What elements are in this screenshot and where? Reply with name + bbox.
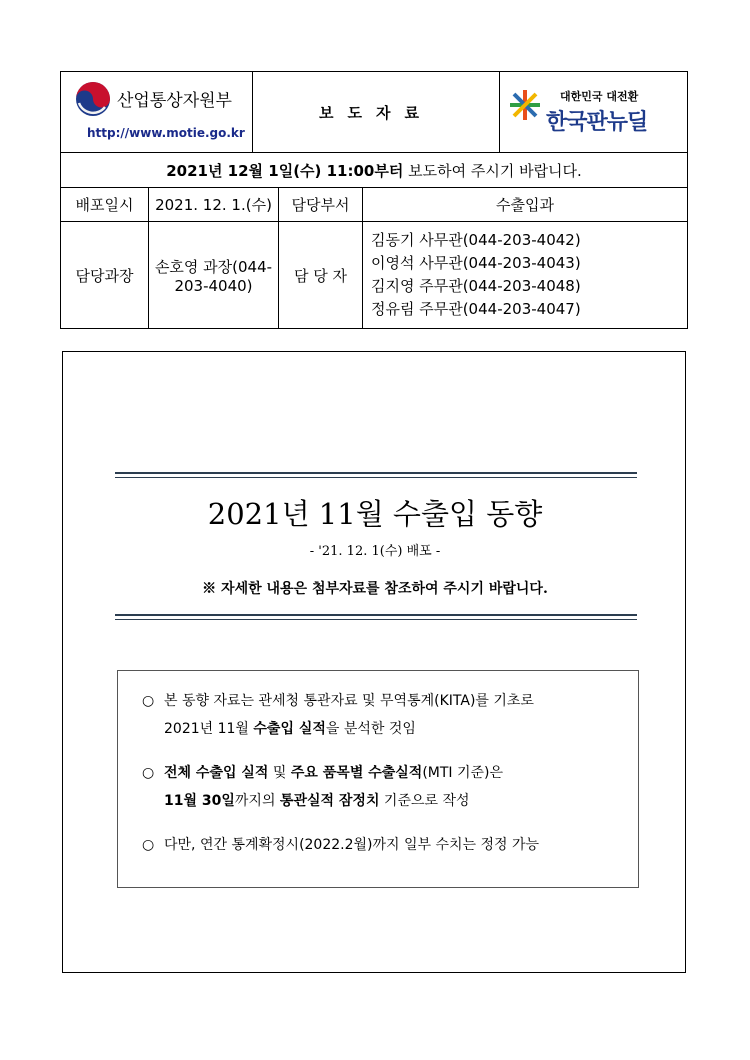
bullet-marker: ○ <box>142 837 155 853</box>
bullet-text: 및 <box>268 765 291 781</box>
bullet-item <box>142 759 632 815</box>
ministry-logo-cell <box>61 72 253 153</box>
bullet-emphasis: 주요 품목별 수출실적 <box>290 765 423 781</box>
top-divider <box>115 472 637 478</box>
department-value: 수출입과 <box>363 188 688 222</box>
contact-item: 정유림 주무관(044-203-4047) <box>371 300 581 318</box>
embargo-rest: 보도하여 주시기 바랍니다. <box>403 161 582 180</box>
release-date-value: 2021. 12. 1.(수) <box>149 188 279 222</box>
bullet-emphasis: 11월 30일 <box>164 793 235 809</box>
doc-type-title: 보도자료 <box>253 72 500 153</box>
attachment-note: ※ 자세한 내용은 첨부자료를 참조하여 주시기 바랍니다. <box>202 581 548 597</box>
header-table <box>60 71 688 329</box>
staff-contacts <box>363 222 688 329</box>
newdeal-logo-icon <box>508 88 542 126</box>
manager-label: 담당과장 <box>61 222 149 329</box>
bullet-text: 본 동향 자료는 관세청 통관자료 및 무역통계(KITA)를 기초로 <box>164 693 534 709</box>
bullet-item <box>142 687 632 743</box>
contact-item: 김동기 사무관(044-203-4042) <box>371 231 581 249</box>
ministry-name: 산업통상자원부 <box>117 91 232 111</box>
bullet-marker: ○ <box>142 765 155 781</box>
doc-title: 2021년 11월 수출입 동향 <box>207 497 543 531</box>
bullet-box <box>117 670 639 888</box>
bullet-text: 까지의 <box>234 793 280 809</box>
contact-item: 김지영 주무관(044-203-4048) <box>371 277 581 295</box>
doc-subtitle: - '21. 12. 1(수) 배포 - <box>309 544 441 559</box>
bullet-text: (MTI 기준)은 <box>422 765 504 781</box>
bullet-item <box>142 831 632 859</box>
bullet-emphasis: 통관실적 잠정치 <box>279 793 380 809</box>
embargo-time: 2021년 12월 1일(수) 11:00부터 <box>166 161 404 180</box>
newdeal-tagline: 대한민국 대전환 <box>560 90 639 103</box>
bullet-marker: ○ <box>142 693 155 709</box>
bullet-emphasis: 수출입 실적 <box>253 721 326 737</box>
embargo-notice <box>61 153 688 188</box>
bullet-text: 을 분석한 것임 <box>325 721 416 737</box>
department-label: 담당부서 <box>279 188 363 222</box>
summary-box <box>62 351 686 973</box>
manager-value: 손호영 과장(044-203-4040) <box>149 222 279 329</box>
staff-label: 담 당 자 <box>279 222 363 329</box>
taegeuk-emblem-icon <box>75 81 111 121</box>
contact-item: 이영석 사무관(044-203-4043) <box>371 254 581 272</box>
ministry-url-link[interactable]: http://www.motie.go.kr <box>87 126 245 140</box>
newdeal-name: 한국판뉴딜 <box>546 110 648 135</box>
bottom-divider <box>115 614 637 620</box>
release-date-label: 배포일시 <box>61 188 149 222</box>
newdeal-logo-cell <box>500 72 688 153</box>
bullet-text: 기준으로 작성 <box>379 793 470 809</box>
bullet-text: 2021년 11월 <box>164 721 254 737</box>
bullet-text: 다만, 연간 통계확정시(2022.2월)까지 일부 수치는 정정 가능 <box>164 837 540 853</box>
bullet-emphasis: 전체 수출입 실적 <box>164 765 269 781</box>
